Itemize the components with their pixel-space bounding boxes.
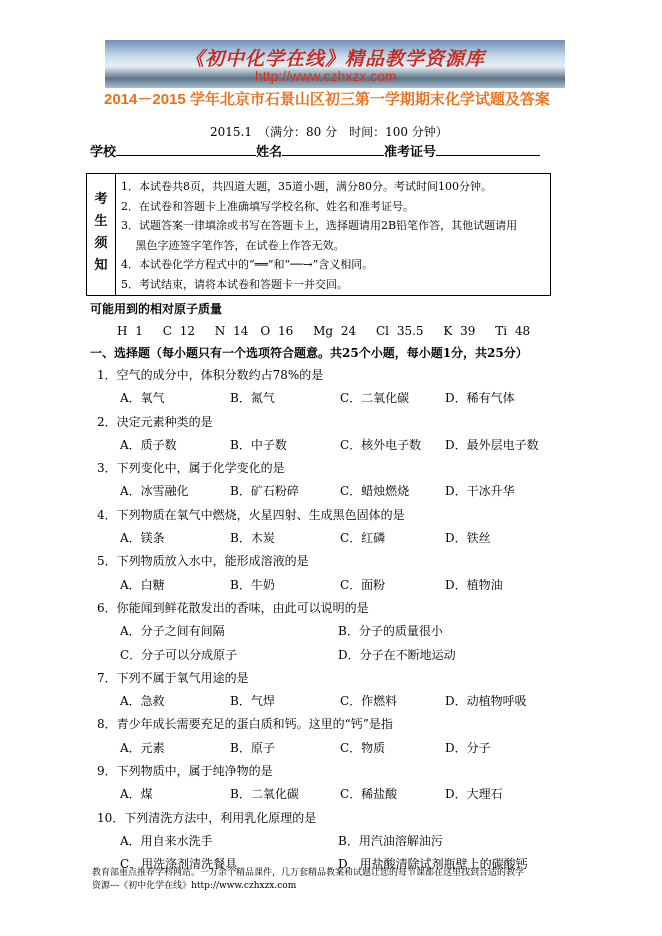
question-stem: 4．下列物质在氧气中燃烧，火星四射、生成黑色固体的是 <box>97 507 405 522</box>
answer-option: B．木炭 <box>230 531 275 546</box>
answer-option: B．二氧化碳 <box>230 787 299 802</box>
option-row <box>97 434 539 457</box>
answer-option: C．红磷 <box>340 531 386 546</box>
question-stem: 1．空气的成分中，体积分数约占78%的是 <box>97 368 324 382</box>
answer-option: C．稀盐酸 <box>340 787 398 802</box>
name-label: 姓名 <box>256 145 283 160</box>
option-row <box>97 387 515 410</box>
answer-option: D．分子在不断地运动 <box>338 647 456 662</box>
answer-option: A．煤 <box>120 787 153 802</box>
banner-slogan: 《初中化学在线》精品教学资源库 <box>185 48 486 70</box>
answer-option: D．动植物呼吸 <box>445 694 527 709</box>
answer-option: D．分子 <box>445 740 491 755</box>
option-row <box>97 737 491 760</box>
side-char: 知 <box>94 258 108 273</box>
answer-option: A．元素 <box>120 740 165 755</box>
answer-option: B．中子数 <box>230 437 287 452</box>
option-row <box>97 620 443 643</box>
question-stem: 6．你能闻到鲜花散发出的香味，由此可以说明的是 <box>97 600 369 615</box>
question-stem: 7．下列不属于氧气用途的是 <box>97 670 249 685</box>
banner-url[interactable]: http://www.czhxzx.com <box>255 68 397 84</box>
answer-option: B．牛奶 <box>230 577 275 592</box>
answer-option: C．核外电子数 <box>340 437 422 452</box>
answer-option: B．原子 <box>230 740 275 755</box>
notice-item: 5．考试结束，请将本试卷和答题卡一并交回。 <box>121 277 348 291</box>
notice-box <box>86 173 551 296</box>
id-label: 准考证号 <box>384 145 437 160</box>
footer <box>92 867 524 893</box>
answer-option: D．稀有气体 <box>445 391 515 406</box>
side-char: 考 <box>94 192 108 207</box>
notice-side-label <box>87 174 116 295</box>
answer-option: C．二氧化碳 <box>340 391 410 406</box>
answer-option: A．质子数 <box>120 437 177 452</box>
question-stem: 9．下列物质中，属于纯净物的是 <box>97 764 273 779</box>
answer-option: B．用汽油溶解油污 <box>338 833 443 848</box>
option-row <box>97 527 491 550</box>
section-heading: 一、选择题（每小题只有一个选项符合题意。共25个小题，每小题1分，共25分） <box>90 346 528 360</box>
answer-option: B．气焊 <box>230 694 275 709</box>
footer-line: 资源---《初中化学在线》http://www.czhxzx.com <box>92 881 297 891</box>
answer-option: C．分子可以分成原子 <box>120 647 238 662</box>
answer-option: C．作燃料 <box>340 694 398 709</box>
answer-option: D．大理石 <box>445 787 503 802</box>
notice-item: 1．本试卷共8页，共四道大题，35道小题，满分80分。考试时间100分钟。 <box>121 180 492 193</box>
option-row <box>97 783 503 806</box>
answer-option: D．铁丝 <box>445 531 491 546</box>
answer-option: C．物质 <box>340 740 386 755</box>
question-stem: 10．下列清洗方法中，利用乳化原理的是 <box>97 810 317 825</box>
answer-option: D．植物油 <box>445 577 503 592</box>
option-row <box>97 480 515 503</box>
notice-item: 黑色字迹签字笔作答，在试卷上作答无效。 <box>121 238 345 252</box>
answer-option: A．冰雪融化 <box>120 484 189 499</box>
answer-option: C．用洗涤剂清洗餐具 <box>120 857 238 872</box>
question-stem: 2．决定元素种类的是 <box>97 414 213 429</box>
answer-option: B．分子的质量很小 <box>338 624 443 639</box>
atomic-mass-list: H 1 C 12 N 14 O 16 Mg 24 Cl 35.5 K 39 Ti 48 <box>117 324 531 338</box>
notice-item: 3．试题答案一律填涂或书写在答题卡上，选择题请用2B铅笔作答，其他试题请用 <box>121 219 518 232</box>
option-row <box>97 830 443 853</box>
side-char: 须 <box>94 236 108 251</box>
school-label: 学校 <box>90 145 117 160</box>
answer-option: D．最外层电子数 <box>445 437 539 452</box>
option-row <box>97 574 503 597</box>
answer-option: A．白糖 <box>120 577 165 592</box>
name-blank <box>282 143 384 156</box>
answer-option: B．氮气 <box>230 391 275 406</box>
atomic-mass-heading: 可能用到的相对原子质量 <box>90 302 223 316</box>
question-stem: 3．下列变化中，属于化学变化的是 <box>97 461 285 476</box>
id-blank <box>436 143 540 156</box>
school-blank <box>116 143 256 156</box>
exam-info: 2015.1 （满分：80 分 时间：100 分钟） <box>210 125 448 139</box>
page-title: 2014－2015 学年北京市石景山区初三第一学期期末化学试题及答案 <box>104 91 550 108</box>
answer-option: A．急救 <box>120 694 165 709</box>
answer-option: A．分子之间有间隔 <box>120 624 225 639</box>
notice-item: 2．在试卷和答题卡上准确填写学校名称、姓名和准考证号。 <box>121 199 414 213</box>
answer-option: B．矿石粉碎 <box>230 484 299 499</box>
answer-option: C．面粉 <box>340 577 386 592</box>
option-row <box>97 690 527 713</box>
question-list <box>97 364 539 877</box>
answer-option: D．用盐酸清除试剂瓶壁上的碳酸钙 <box>338 857 528 872</box>
question-stem: 8．青少年成长需要充足的蛋白质和钙。这里的“钙”是指 <box>97 717 393 732</box>
answer-option: A．用自来水洗手 <box>120 833 213 848</box>
question-stem: 5．下列物质放入水中，能形成溶液的是 <box>97 554 309 569</box>
notice-item: 4．本试卷化学方程式中的“══”和“──→”含义相同。 <box>121 258 374 271</box>
answer-option: D．干冰升华 <box>445 484 515 499</box>
answer-option: A．镁条 <box>120 531 165 546</box>
answer-option: C．蜡烛燃烧 <box>340 484 410 499</box>
footer-line: 教育部重点推荐学科网站。一万余个精品课件，几万套精品教案和试题让您的每节课都在这里找到合适的教学 <box>92 868 525 878</box>
student-info-line <box>90 141 540 160</box>
header-banner <box>105 40 565 88</box>
answer-option: A．氧气 <box>120 391 165 406</box>
option-row <box>97 644 456 667</box>
side-char: 生 <box>94 214 108 229</box>
